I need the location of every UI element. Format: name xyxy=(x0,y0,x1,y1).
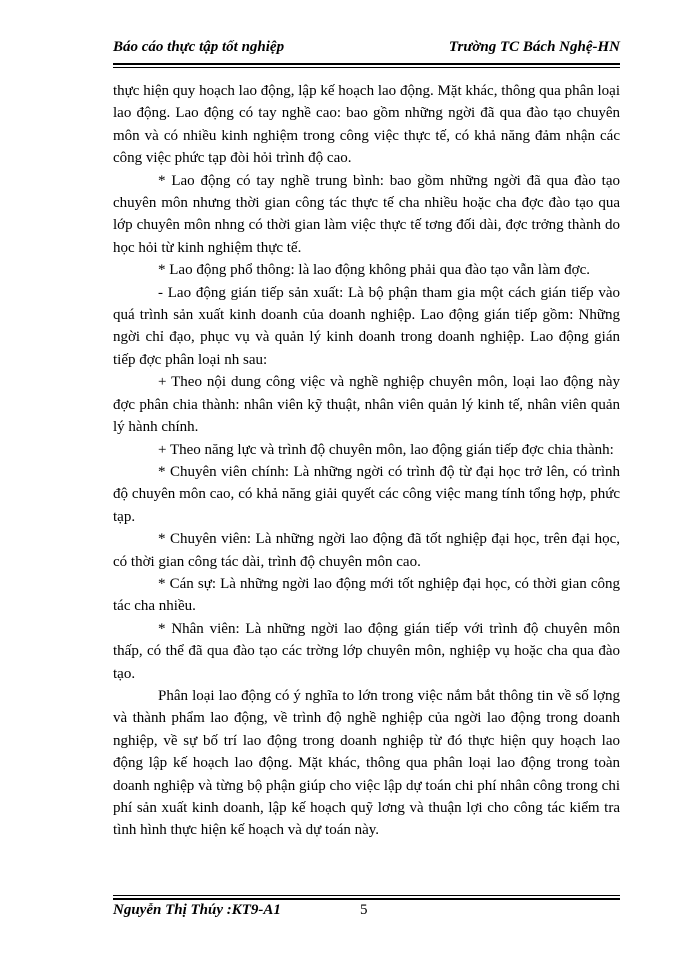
paragraph: * Chuyên viên chính: Là những ngời có trình độ từ đại học trở lên, có trình độ chuyên môn cao, có khả năng giải quyết các công việc mang tính tổng hợp, phức tạp. xyxy=(113,463,620,525)
paragraph: * Nhân viên: Là những ngời lao động gián tiếp với trình độ chuyên môn thấp, có thể đã qua đào tạo các trờng lớp chuyên môn, nghiệp vụ hoặc cha qua đào tạo. xyxy=(113,620,620,682)
footer-author: Nguyễn Thị Thúy :KT9-A1 xyxy=(113,902,281,918)
page-header xyxy=(113,36,620,60)
footer-rule-thick xyxy=(113,898,620,900)
header-rule-thin xyxy=(113,67,620,68)
header-report-title: Báo cáo thực tập tốt nghiệp xyxy=(113,39,285,55)
document-body xyxy=(113,80,620,842)
paragraph: * Cán sự: Là những ngời lao động mới tốt nghiệp đại học, có thời gian công tác cha nhiều. xyxy=(113,575,620,615)
paragraph: - Lao động gián tiếp sản xuất: Là bộ phận tham gia một cách gián tiếp vào quá trình sản xuất kinh doanh của doanh nghiệp. Lao động gián tiếp gồm: Những ngời chỉ đạo, phục vụ và quản lý kinh doanh trong doanh nghiệp. Lao động gián tiếp đợc phân loại nh sau: xyxy=(113,284,620,368)
paragraph: + Theo nội dung công việc và nghề nghiệp chuyên môn, loại lao động này đợc phân chia thành: nhân viên kỹ thuật, nhân viên quản lý kinh tế, nhân viên quản lý hành chính. xyxy=(113,374,620,436)
header-school-name: Trường TC Bách Nghệ-HN xyxy=(448,39,620,55)
header-rule-thick xyxy=(113,63,620,65)
paragraph: * Chuyên viên: Là những ngời lao động đã tốt nghiệp đại học, trên đại học, có thời gian công tác dài, trình độ chuyên môn cao. xyxy=(113,531,620,570)
page-footer xyxy=(113,902,620,924)
paragraph: Phân loại lao động có ý nghĩa to lớn trong việc nắm bắt thông tin về số lợng và thành phẩm lao động, về trình độ nghề nghiệp của ngời lao động trong doanh nghiệp, về sự bố trí lao động trong doanh nghiệp từ đó thực hiện quy hoạch lao động lập kế hoạch lao động. Mặt khác, thông qua phân loại lao động trong toàn doanh nghiệp và từng bộ phận giúp cho việc lập dự toán chi phí nhân công trong chi phí sản xuất kinh doanh, lập kế hoạch quỹ lơng và thuận lợi cho công tác kiểm tra tình hình thực hiện kế hoạch và dự toán này. xyxy=(113,687,620,839)
footer-rule-thin xyxy=(113,895,620,896)
paragraph: + Theo năng lực và trình độ chuyên môn, lao động gián tiếp đợc chia thành: xyxy=(158,441,614,458)
page-number: 5 xyxy=(360,902,368,918)
paragraph: thực hiện quy hoạch lao động, lập kế hoạch lao động. Mặt khác, thông qua phân loại lao động. Lao động có tay nghề cao: bao gồm những ngời đã qua đào tạo chuyên môn và có nhiều kinh nghiệm trong công việc thực tế, có khả năng đảm nhận các công việc phức tạp đòi hỏi trình độ cao. xyxy=(113,83,620,167)
paragraph: * Lao động phổ thông: là lao động không phải qua đào tạo vẫn làm đợc. xyxy=(158,262,591,279)
paragraph: * Lao động có tay nghề trung bình: bao gồm những ngời đã qua đào tạo chuyên môn nhưng thời gian công tác thực tế cha nhiều hoặc cha đợc đào tạo qua lớp chuyên môn nhng có thời gian làm việc thực tế tơng đối dài, đợc trởng thành do học hỏi từ kinh nghiệm thực tế. xyxy=(113,172,620,256)
